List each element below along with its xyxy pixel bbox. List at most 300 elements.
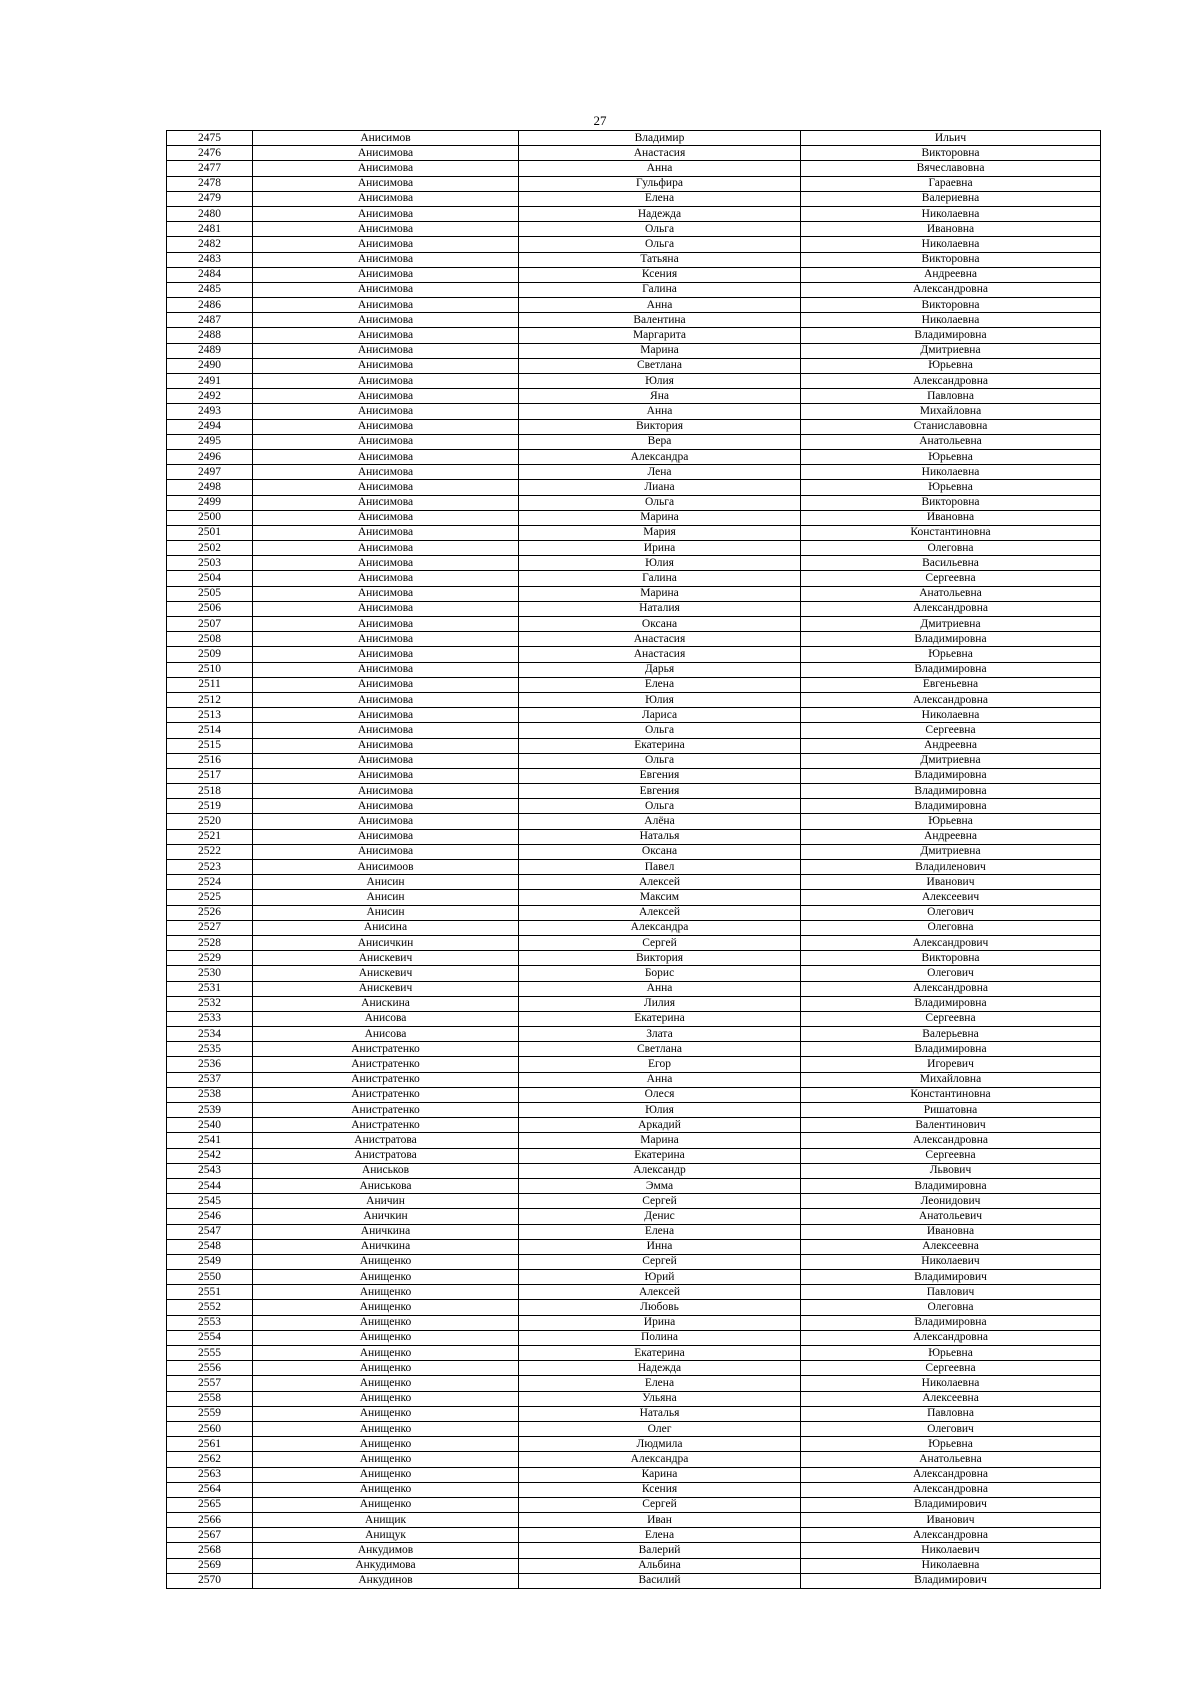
- table-row: [167, 920, 1101, 935]
- last-name-cell: Анистратенко: [253, 1118, 519, 1133]
- row-number-cell: 2547: [167, 1224, 253, 1239]
- row-number-cell: 2505: [167, 586, 253, 601]
- row-number-cell: 2570: [167, 1573, 253, 1588]
- first-name-cell: Елена: [519, 677, 801, 692]
- patronymic-cell: Павлович: [801, 1285, 1101, 1300]
- table-row: [167, 1376, 1101, 1391]
- first-name-cell: Татьяна: [519, 252, 801, 267]
- first-name-cell: Злата: [519, 1027, 801, 1042]
- patronymic-cell: Владимировна: [801, 1315, 1101, 1330]
- table-row: [167, 1209, 1101, 1224]
- row-number-cell: 2535: [167, 1042, 253, 1057]
- patronymic-cell: Николаевна: [801, 1558, 1101, 1573]
- patronymic-cell: Ришатовна: [801, 1103, 1101, 1118]
- patronymic-cell: Владимировна: [801, 799, 1101, 814]
- table-row: [167, 1270, 1101, 1285]
- table-row: [167, 647, 1101, 662]
- patronymic-cell: Юрьевна: [801, 1437, 1101, 1452]
- patronymic-cell: Сергеевна: [801, 1361, 1101, 1376]
- first-name-cell: Любовь: [519, 1300, 801, 1315]
- table-row: [167, 799, 1101, 814]
- last-name-cell: Анищенко: [253, 1300, 519, 1315]
- last-name-cell: Анисимова: [253, 829, 519, 844]
- patronymic-cell: Иванович: [801, 1513, 1101, 1528]
- first-name-cell: Аркадий: [519, 1118, 801, 1133]
- first-name-cell: Павел: [519, 860, 801, 875]
- table-row: [167, 1103, 1101, 1118]
- last-name-cell: Анисимова: [253, 723, 519, 738]
- first-name-cell: Наталья: [519, 1406, 801, 1421]
- row-number-cell: 2478: [167, 176, 253, 191]
- table-row: [167, 267, 1101, 282]
- first-name-cell: Анна: [519, 1072, 801, 1087]
- table-row: [167, 1543, 1101, 1558]
- last-name-cell: Анисин: [253, 890, 519, 905]
- patronymic-cell: Владимирович: [801, 1497, 1101, 1512]
- row-number-cell: 2541: [167, 1133, 253, 1148]
- first-name-cell: Елена: [519, 191, 801, 206]
- patronymic-cell: Юрьевна: [801, 647, 1101, 662]
- table-row: [167, 890, 1101, 905]
- patronymic-cell: Ильич: [801, 131, 1101, 146]
- row-number-cell: 2498: [167, 480, 253, 495]
- patronymic-cell: Михайловна: [801, 1072, 1101, 1087]
- first-name-cell: Оксана: [519, 844, 801, 859]
- last-name-cell: Анисимова: [253, 449, 519, 464]
- first-name-cell: Олеся: [519, 1087, 801, 1102]
- row-number-cell: 2544: [167, 1178, 253, 1193]
- first-name-cell: Ирина: [519, 1315, 801, 1330]
- row-number-cell: 2507: [167, 617, 253, 632]
- first-name-cell: Александр: [519, 1163, 801, 1178]
- patronymic-cell: Владимирович: [801, 1270, 1101, 1285]
- table-row: [167, 617, 1101, 632]
- patronymic-cell: Николаевна: [801, 1376, 1101, 1391]
- patronymic-cell: Игоревич: [801, 1057, 1101, 1072]
- last-name-cell: Анисимова: [253, 692, 519, 707]
- row-number-cell: 2531: [167, 981, 253, 996]
- first-name-cell: Юлия: [519, 374, 801, 389]
- last-name-cell: Анисимова: [253, 753, 519, 768]
- row-number-cell: 2534: [167, 1027, 253, 1042]
- row-number-cell: 2489: [167, 343, 253, 358]
- first-name-cell: Юлия: [519, 556, 801, 571]
- last-name-cell: Анисимова: [253, 434, 519, 449]
- last-name-cell: Аниськова: [253, 1178, 519, 1193]
- row-number-cell: 2494: [167, 419, 253, 434]
- row-number-cell: 2532: [167, 996, 253, 1011]
- row-number-cell: 2517: [167, 768, 253, 783]
- first-name-cell: Виктория: [519, 419, 801, 434]
- first-name-cell: Екатерина: [519, 1148, 801, 1163]
- first-name-cell: Олег: [519, 1421, 801, 1436]
- first-name-cell: Борис: [519, 966, 801, 981]
- patronymic-cell: Алексеевич: [801, 890, 1101, 905]
- first-name-cell: Виктория: [519, 951, 801, 966]
- patronymic-cell: Николаевна: [801, 237, 1101, 252]
- first-name-cell: Екатерина: [519, 1346, 801, 1361]
- first-name-cell: Екатерина: [519, 1011, 801, 1026]
- row-number-cell: 2565: [167, 1497, 253, 1512]
- patronymic-cell: Викторовна: [801, 298, 1101, 313]
- first-name-cell: Екатерина: [519, 738, 801, 753]
- patronymic-cell: Владимирович: [801, 1573, 1101, 1588]
- row-number-cell: 2515: [167, 738, 253, 753]
- last-name-cell: Анисимова: [253, 252, 519, 267]
- table-row: [167, 1194, 1101, 1209]
- last-name-cell: Аниськов: [253, 1163, 519, 1178]
- last-name-cell: Анисимова: [253, 146, 519, 161]
- table-row: [167, 404, 1101, 419]
- first-name-cell: Василий: [519, 1573, 801, 1588]
- table-row: [167, 1482, 1101, 1497]
- patronymic-cell: Андреевна: [801, 829, 1101, 844]
- patronymic-cell: Олегович: [801, 1421, 1101, 1436]
- table-row: [167, 829, 1101, 844]
- row-number-cell: 2569: [167, 1558, 253, 1573]
- table-row: [167, 632, 1101, 647]
- last-name-cell: Анисова: [253, 1027, 519, 1042]
- patronymic-cell: Николаевна: [801, 313, 1101, 328]
- last-name-cell: Анисимова: [253, 617, 519, 632]
- last-name-cell: Анисин: [253, 905, 519, 920]
- patronymic-cell: Станиславовна: [801, 419, 1101, 434]
- patronymic-cell: Гараевна: [801, 176, 1101, 191]
- last-name-cell: Анисимова: [253, 768, 519, 783]
- first-name-cell: Владимир: [519, 131, 801, 146]
- table-row: [167, 449, 1101, 464]
- last-name-cell: Аничкина: [253, 1224, 519, 1239]
- patronymic-cell: Александрович: [801, 935, 1101, 950]
- row-number-cell: 2516: [167, 753, 253, 768]
- first-name-cell: Светлана: [519, 1042, 801, 1057]
- first-name-cell: Анастасия: [519, 146, 801, 161]
- patronymic-cell: Александровна: [801, 1467, 1101, 1482]
- last-name-cell: Анищенко: [253, 1391, 519, 1406]
- table-row: [167, 662, 1101, 677]
- first-name-cell: Елена: [519, 1376, 801, 1391]
- last-name-cell: Аничкин: [253, 1209, 519, 1224]
- first-name-cell: Максим: [519, 890, 801, 905]
- patronymic-cell: Сергеевна: [801, 1011, 1101, 1026]
- first-name-cell: Марина: [519, 343, 801, 358]
- table-row: [167, 1300, 1101, 1315]
- table-row: [167, 571, 1101, 586]
- patronymic-cell: Васильевна: [801, 556, 1101, 571]
- patronymic-cell: Ивановна: [801, 1224, 1101, 1239]
- table-row: [167, 1254, 1101, 1269]
- first-name-cell: Евгения: [519, 784, 801, 799]
- first-name-cell: Анна: [519, 298, 801, 313]
- first-name-cell: Карина: [519, 1467, 801, 1482]
- row-number-cell: 2543: [167, 1163, 253, 1178]
- row-number-cell: 2520: [167, 814, 253, 829]
- row-number-cell: 2486: [167, 298, 253, 313]
- last-name-cell: Анисимова: [253, 176, 519, 191]
- patronymic-cell: Николаевна: [801, 206, 1101, 221]
- table-row: [167, 176, 1101, 191]
- row-number-cell: 2554: [167, 1330, 253, 1345]
- first-name-cell: Александра: [519, 920, 801, 935]
- row-number-cell: 2500: [167, 510, 253, 525]
- first-name-cell: Юлия: [519, 1103, 801, 1118]
- row-number-cell: 2480: [167, 206, 253, 221]
- first-name-cell: Анна: [519, 404, 801, 419]
- table-row: [167, 768, 1101, 783]
- table-row: [167, 1467, 1101, 1482]
- first-name-cell: Юрий: [519, 1270, 801, 1285]
- row-number-cell: 2492: [167, 389, 253, 404]
- first-name-cell: Сергей: [519, 1254, 801, 1269]
- row-number-cell: 2506: [167, 601, 253, 616]
- first-name-cell: Анна: [519, 161, 801, 176]
- table-row: [167, 298, 1101, 313]
- last-name-cell: Анисимова: [253, 738, 519, 753]
- table-row: [167, 222, 1101, 237]
- first-name-cell: Гульфира: [519, 176, 801, 191]
- first-name-cell: Денис: [519, 1209, 801, 1224]
- table-row: [167, 389, 1101, 404]
- patronymic-cell: Дмитриевна: [801, 343, 1101, 358]
- patronymic-cell: Олеговна: [801, 1300, 1101, 1315]
- last-name-cell: Анискевич: [253, 966, 519, 981]
- table-row: [167, 723, 1101, 738]
- row-number-cell: 2553: [167, 1315, 253, 1330]
- first-name-cell: Маргарита: [519, 328, 801, 343]
- patronymic-cell: Юрьевна: [801, 449, 1101, 464]
- last-name-cell: Анисимова: [253, 495, 519, 510]
- row-number-cell: 2487: [167, 313, 253, 328]
- first-name-cell: Галина: [519, 571, 801, 586]
- patronymic-cell: Леонидович: [801, 1194, 1101, 1209]
- last-name-cell: Анищенко: [253, 1437, 519, 1452]
- last-name-cell: Анисимова: [253, 677, 519, 692]
- last-name-cell: Анисимова: [253, 161, 519, 176]
- last-name-cell: Анисимова: [253, 814, 519, 829]
- patronymic-cell: Сергеевна: [801, 1148, 1101, 1163]
- patronymic-cell: Ивановна: [801, 510, 1101, 525]
- last-name-cell: Анищенко: [253, 1315, 519, 1330]
- first-name-cell: Лилия: [519, 996, 801, 1011]
- first-name-cell: Валентина: [519, 313, 801, 328]
- last-name-cell: Анисимова: [253, 222, 519, 237]
- row-number-cell: 2527: [167, 920, 253, 935]
- table-row: [167, 313, 1101, 328]
- row-number-cell: 2513: [167, 708, 253, 723]
- patronymic-cell: Александровна: [801, 1482, 1101, 1497]
- table-row: [167, 282, 1101, 297]
- row-number-cell: 2564: [167, 1482, 253, 1497]
- last-name-cell: Анищенко: [253, 1254, 519, 1269]
- last-name-cell: Анищенко: [253, 1270, 519, 1285]
- patronymic-cell: Дмитриевна: [801, 844, 1101, 859]
- table-row: [167, 1406, 1101, 1421]
- patronymic-cell: Анатольевич: [801, 1209, 1101, 1224]
- first-name-cell: Наталья: [519, 829, 801, 844]
- table-row: [167, 1573, 1101, 1588]
- row-number-cell: 2537: [167, 1072, 253, 1087]
- row-number-cell: 2530: [167, 966, 253, 981]
- patronymic-cell: Владиленович: [801, 860, 1101, 875]
- row-number-cell: 2511: [167, 677, 253, 692]
- last-name-cell: Анисимова: [253, 632, 519, 647]
- patronymic-cell: Константиновна: [801, 1087, 1101, 1102]
- table-row: [167, 1497, 1101, 1512]
- first-name-cell: Оксана: [519, 617, 801, 632]
- row-number-cell: 2483: [167, 252, 253, 267]
- table-row: [167, 480, 1101, 495]
- table-row: [167, 1437, 1101, 1452]
- table-row: [167, 1042, 1101, 1057]
- first-name-cell: Ольга: [519, 723, 801, 738]
- last-name-cell: Анисимова: [253, 404, 519, 419]
- last-name-cell: Анисимова: [253, 419, 519, 434]
- last-name-cell: Анищенко: [253, 1467, 519, 1482]
- patronymic-cell: Александровна: [801, 601, 1101, 616]
- first-name-cell: Марина: [519, 586, 801, 601]
- patronymic-cell: Алексеевна: [801, 1239, 1101, 1254]
- table-row: [167, 237, 1101, 252]
- row-number-cell: 2481: [167, 222, 253, 237]
- row-number-cell: 2512: [167, 692, 253, 707]
- last-name-cell: Анистратова: [253, 1133, 519, 1148]
- row-number-cell: 2556: [167, 1361, 253, 1376]
- first-name-cell: Сергей: [519, 1194, 801, 1209]
- row-number-cell: 2538: [167, 1087, 253, 1102]
- last-name-cell: Анисимова: [253, 799, 519, 814]
- first-name-cell: Эмма: [519, 1178, 801, 1193]
- table-row: [167, 586, 1101, 601]
- patronymic-cell: Михайловна: [801, 404, 1101, 419]
- patronymic-cell: Владимировна: [801, 632, 1101, 647]
- first-name-cell: Галина: [519, 282, 801, 297]
- table-row: [167, 814, 1101, 829]
- table-row: [167, 1148, 1101, 1163]
- row-number-cell: 2551: [167, 1285, 253, 1300]
- table-row: [167, 358, 1101, 373]
- table-row: [167, 935, 1101, 950]
- first-name-cell: Людмила: [519, 1437, 801, 1452]
- patronymic-cell: Дмитриевна: [801, 617, 1101, 632]
- row-number-cell: 2484: [167, 267, 253, 282]
- table-row: [167, 328, 1101, 343]
- row-number-cell: 2514: [167, 723, 253, 738]
- table-row: [167, 1330, 1101, 1345]
- last-name-cell: Анистратова: [253, 1148, 519, 1163]
- last-name-cell: Анисимова: [253, 844, 519, 859]
- table-row: [167, 419, 1101, 434]
- table-row: [167, 191, 1101, 206]
- first-name-cell: Полина: [519, 1330, 801, 1345]
- page-number: 27: [593, 113, 607, 128]
- table-row: [167, 1285, 1101, 1300]
- row-number-cell: 2502: [167, 541, 253, 556]
- table-row: [167, 343, 1101, 358]
- row-number-cell: 2552: [167, 1300, 253, 1315]
- table-row: [167, 875, 1101, 890]
- last-name-cell: Анисимова: [253, 708, 519, 723]
- table-row: [167, 252, 1101, 267]
- patronymic-cell: Анатольевна: [801, 434, 1101, 449]
- row-number-cell: 2509: [167, 647, 253, 662]
- patronymic-cell: Викторовна: [801, 146, 1101, 161]
- first-name-cell: Лиана: [519, 480, 801, 495]
- first-name-cell: Елена: [519, 1224, 801, 1239]
- table-row: [167, 525, 1101, 540]
- row-number-cell: 2549: [167, 1254, 253, 1269]
- row-number-cell: 2533: [167, 1011, 253, 1026]
- patronymic-cell: Валериевна: [801, 191, 1101, 206]
- last-name-cell: Анискевич: [253, 951, 519, 966]
- row-number-cell: 2550: [167, 1270, 253, 1285]
- first-name-cell: Анна: [519, 981, 801, 996]
- table-row: [167, 1421, 1101, 1436]
- row-number-cell: 2562: [167, 1452, 253, 1467]
- last-name-cell: Анистратенко: [253, 1072, 519, 1087]
- table-row: [167, 905, 1101, 920]
- table-row: [167, 860, 1101, 875]
- first-name-cell: Сергей: [519, 1497, 801, 1512]
- last-name-cell: Анисимова: [253, 191, 519, 206]
- row-number-cell: 2521: [167, 829, 253, 844]
- patronymic-cell: Николаевна: [801, 465, 1101, 480]
- last-name-cell: Анискина: [253, 996, 519, 1011]
- row-number-cell: 2491: [167, 374, 253, 389]
- first-name-cell: Дарья: [519, 662, 801, 677]
- patronymic-cell: Сергеевна: [801, 723, 1101, 738]
- table-row: [167, 1027, 1101, 1042]
- row-number-cell: 2555: [167, 1346, 253, 1361]
- last-name-cell: Анищик: [253, 1513, 519, 1528]
- row-number-cell: 2566: [167, 1513, 253, 1528]
- last-name-cell: Анисимова: [253, 586, 519, 601]
- first-name-cell: Сергей: [519, 935, 801, 950]
- patronymic-cell: Александровна: [801, 981, 1101, 996]
- patronymic-cell: Владимировна: [801, 1042, 1101, 1057]
- table-row: [167, 1391, 1101, 1406]
- last-name-cell: Анисимова: [253, 343, 519, 358]
- table-row: [167, 844, 1101, 859]
- row-number-cell: 2524: [167, 875, 253, 890]
- last-name-cell: Анисимова: [253, 571, 519, 586]
- last-name-cell: Анисимова: [253, 389, 519, 404]
- table-row: [167, 556, 1101, 571]
- last-name-cell: Анисичкин: [253, 935, 519, 950]
- row-number-cell: 2504: [167, 571, 253, 586]
- table-row: [167, 1346, 1101, 1361]
- row-number-cell: 2522: [167, 844, 253, 859]
- table-row: [167, 1315, 1101, 1330]
- last-name-cell: Анисимова: [253, 647, 519, 662]
- patronymic-cell: Иванович: [801, 875, 1101, 890]
- patronymic-cell: Владимировна: [801, 784, 1101, 799]
- first-name-cell: Марина: [519, 1133, 801, 1148]
- last-name-cell: Аничкина: [253, 1239, 519, 1254]
- row-number-cell: 2561: [167, 1437, 253, 1452]
- table-row: [167, 738, 1101, 753]
- last-name-cell: Анисимова: [253, 313, 519, 328]
- last-name-cell: Анисина: [253, 920, 519, 935]
- table-row: [167, 434, 1101, 449]
- first-name-cell: Анастасия: [519, 647, 801, 662]
- patronymic-cell: Сергеевна: [801, 571, 1101, 586]
- first-name-cell: Надежда: [519, 206, 801, 221]
- row-number-cell: 2493: [167, 404, 253, 419]
- first-name-cell: Алексей: [519, 905, 801, 920]
- table-row: [167, 1558, 1101, 1573]
- table-row: [167, 996, 1101, 1011]
- first-name-cell: Марина: [519, 510, 801, 525]
